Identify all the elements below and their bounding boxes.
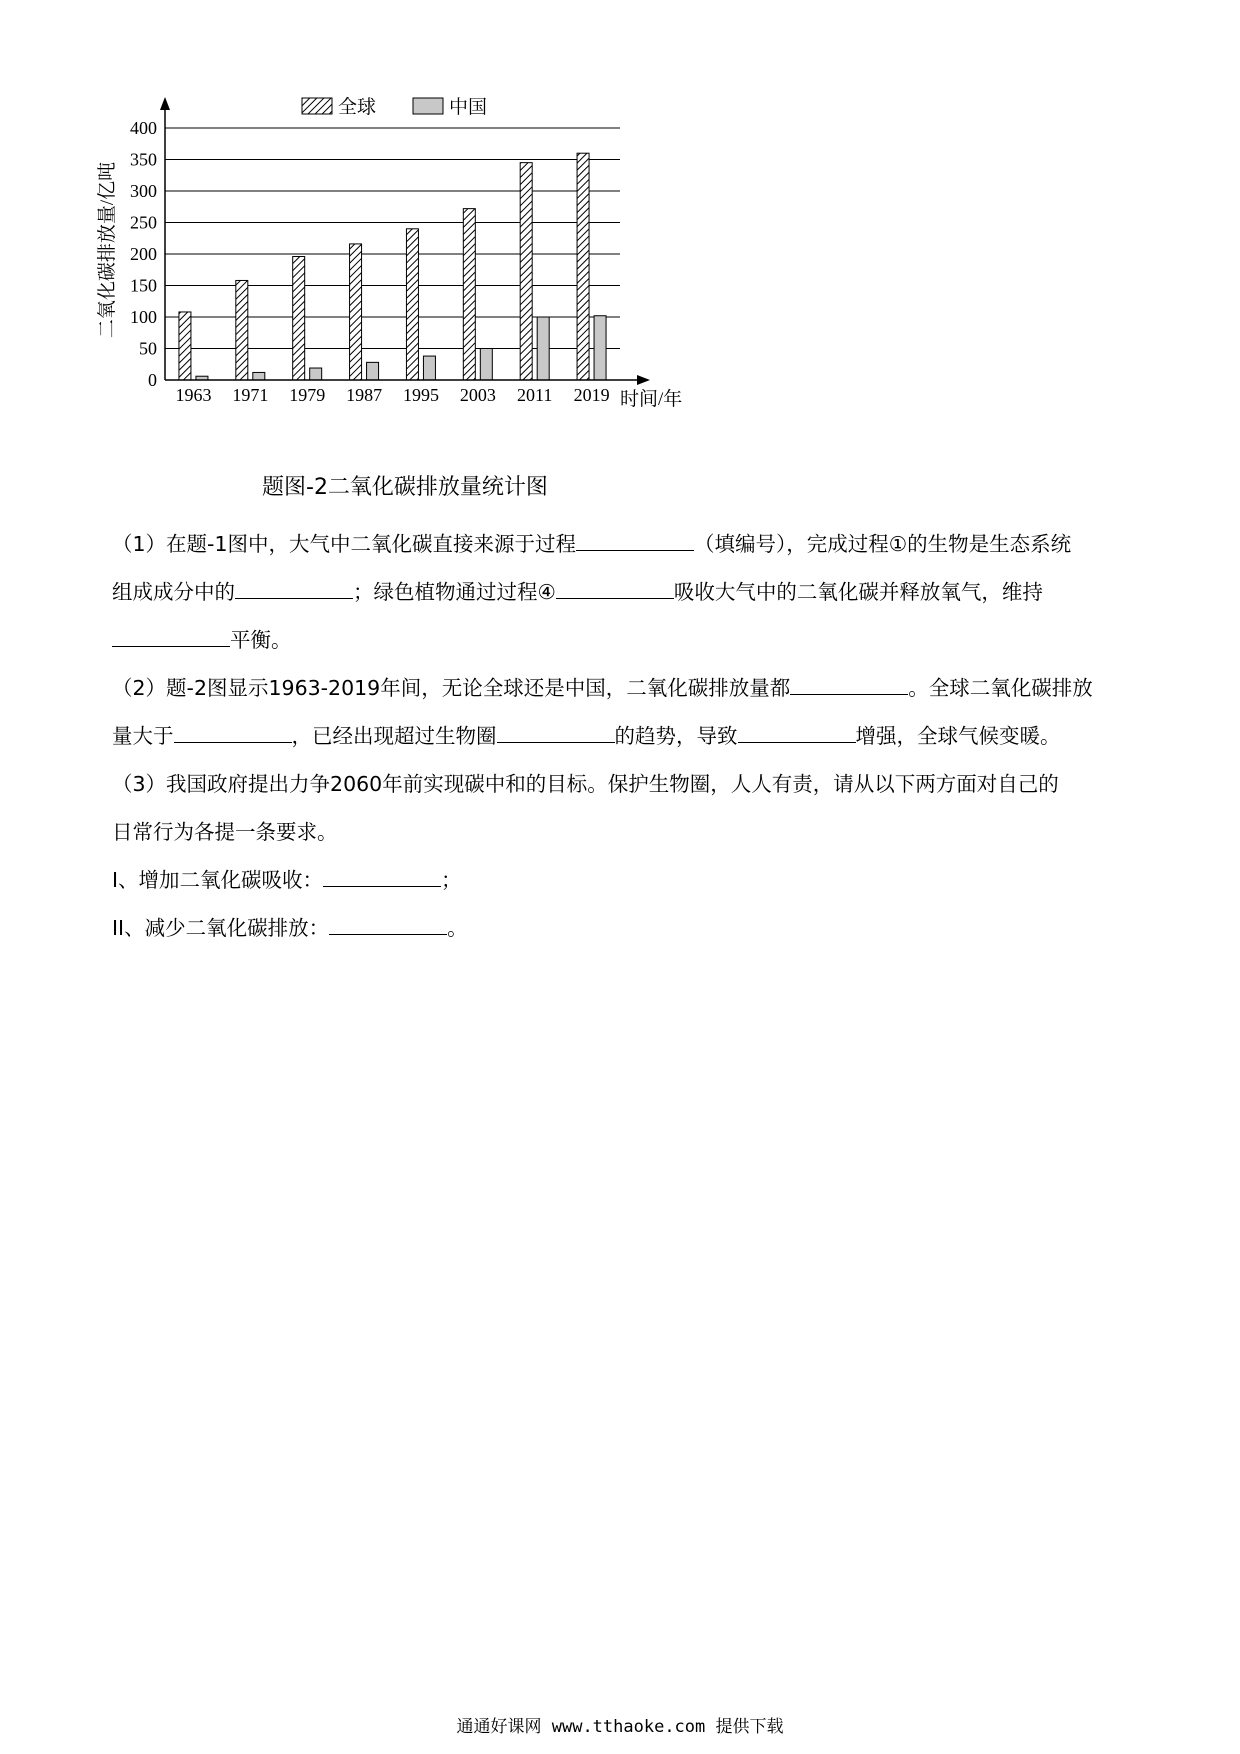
y-tick-label: 200 bbox=[130, 244, 157, 264]
y-tick-label: 150 bbox=[130, 275, 157, 296]
q2-text-d: ，已经出现超过生物圈 bbox=[291, 724, 497, 748]
bar-global-2019 bbox=[577, 153, 589, 380]
y-axis-label: 二氧化碳排放量/亿吨 bbox=[97, 161, 118, 339]
q3-item-i-end: ； bbox=[441, 868, 462, 892]
bar-global-1987 bbox=[350, 244, 362, 380]
legend-label-global: 全球 bbox=[338, 97, 377, 118]
bar-global-1995 bbox=[406, 229, 418, 380]
y-tick-label: 100 bbox=[130, 307, 157, 327]
question-2-paragraph bbox=[112, 664, 1132, 760]
answer-blank-9[interactable] bbox=[323, 885, 441, 887]
bar-global-1971 bbox=[236, 280, 248, 380]
x-axis-label: 时间/年 bbox=[620, 389, 683, 410]
bar-china-1979 bbox=[310, 368, 322, 380]
y-tick-label: 50 bbox=[139, 338, 157, 359]
x-tick-label: 1979 bbox=[289, 385, 326, 405]
q2-text-e: 的趋势，导致 bbox=[614, 724, 738, 748]
q3-item-ii-end: 。 bbox=[447, 916, 468, 940]
x-tick-label: 1987 bbox=[346, 385, 383, 405]
q2-text-b: 。全球二氧化碳排放 bbox=[908, 676, 1093, 700]
q1-text-a: （1）在题-1图中，大气中二氧化碳直接来源于过程 bbox=[112, 532, 576, 556]
q1-text-d: ；绿色植物通过过程④ bbox=[353, 580, 556, 604]
bar-global-2011 bbox=[520, 163, 532, 380]
answer-blank-7[interactable] bbox=[497, 741, 615, 743]
q1-text-e: 吸收大气中的二氧化碳并释放氧气，维持 bbox=[673, 580, 1043, 604]
q3-text-b: 日常行为各提一条要求。 bbox=[112, 820, 338, 844]
y-tick-label: 250 bbox=[130, 212, 157, 233]
answer-blank-10[interactable] bbox=[329, 933, 447, 935]
answer-blank-3[interactable] bbox=[556, 597, 674, 599]
answer-blank-5[interactable] bbox=[790, 693, 908, 695]
answer-blank-8[interactable] bbox=[738, 741, 856, 743]
page-footer: 通通好课网 www.tthaoke.com 提供下载 bbox=[456, 1717, 784, 1737]
q2-text-c: 量大于 bbox=[112, 724, 174, 748]
x-tick-label: 1971 bbox=[232, 385, 269, 405]
legend-label-china: 中国 bbox=[449, 97, 488, 118]
q2-text-a: （2）题-2图显示1963-2019年间，无论全球还是中国，二氧化碳排放量都 bbox=[112, 676, 791, 700]
y-tick-label: 350 bbox=[130, 149, 157, 170]
bar-china-2011 bbox=[537, 317, 549, 380]
co2-emission-chart bbox=[97, 95, 780, 515]
q3-item-ii-label: II、减少二氧化碳排放： bbox=[112, 916, 330, 940]
y-tick-label: 300 bbox=[130, 181, 157, 201]
x-tick-label: 2011 bbox=[517, 385, 553, 405]
answer-blank-6[interactable] bbox=[174, 741, 292, 743]
bar-global-1979 bbox=[293, 257, 305, 380]
x-axis-arrow bbox=[637, 375, 650, 385]
bar-china-2019 bbox=[594, 316, 606, 380]
y-tick-label: 0 bbox=[148, 370, 157, 390]
question-1-paragraph bbox=[112, 520, 1132, 664]
answer-blank-4[interactable] bbox=[112, 645, 230, 647]
bar-china-1995 bbox=[423, 356, 435, 380]
legend-swatch-global bbox=[302, 98, 332, 114]
legend-swatch-china bbox=[413, 98, 443, 114]
bar-china-1971 bbox=[253, 372, 265, 380]
chart-caption: 题图-2二氧化碳排放量统计图 bbox=[262, 475, 548, 500]
y-axis-arrow bbox=[160, 97, 170, 110]
q1-text-f: 平衡。 bbox=[230, 628, 292, 652]
q3-item-i-label: I、增加二氧化碳吸收： bbox=[112, 868, 324, 892]
x-tick-label: 1995 bbox=[402, 385, 439, 405]
q1-text-c: 组成成分中的 bbox=[112, 580, 235, 604]
q2-text-f: 增强，全球气候变暖。 bbox=[855, 724, 1061, 748]
answer-blank-1[interactable] bbox=[576, 549, 694, 551]
bar-global-1963 bbox=[179, 312, 191, 380]
x-tick-label: 1963 bbox=[175, 385, 212, 405]
y-tick-label: 400 bbox=[130, 118, 157, 138]
bar-global-2003 bbox=[463, 209, 475, 380]
question-3-paragraph bbox=[112, 760, 1132, 952]
bar-china-2003 bbox=[480, 349, 492, 381]
x-tick-label: 2019 bbox=[573, 385, 610, 405]
bar-china-1987 bbox=[367, 362, 379, 380]
answer-blank-2[interactable] bbox=[235, 597, 353, 599]
q3-text-a: （3）我国政府提出力争2060年前实现碳中和的目标。保护生物圈，人人有责，请从以下两方面对自己的 bbox=[112, 772, 1059, 796]
x-tick-label: 2003 bbox=[459, 385, 496, 405]
q1-text-b: （填编号），完成过程①的生物是生态系统 bbox=[693, 532, 1072, 556]
chart-svg bbox=[97, 95, 780, 515]
